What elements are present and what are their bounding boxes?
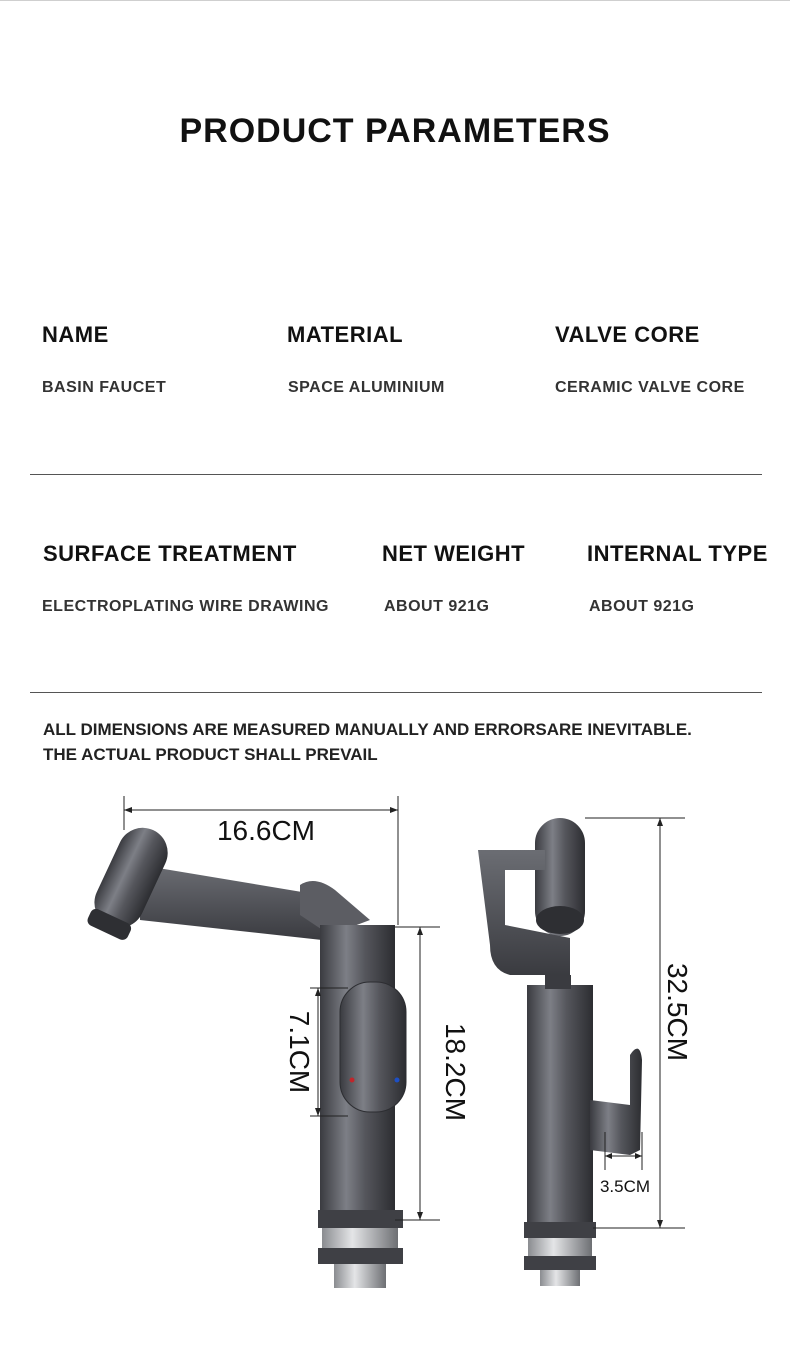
faucet-dimension-diagram bbox=[0, 770, 790, 1330]
param-value-surface-treatment: ELECTROPLATING WIRE DRAWING bbox=[42, 598, 329, 615]
param-value-valve-core: CERAMIC VALVE CORE bbox=[555, 379, 745, 396]
param-label-internal-type: INTERNAL TYPE bbox=[587, 541, 768, 566]
section-divider bbox=[30, 692, 762, 693]
dim-handle-offset: 3.5CM bbox=[599, 1177, 651, 1196]
dim-spout-length: 16.6CM bbox=[216, 815, 316, 846]
faucet-front-view bbox=[83, 820, 406, 1288]
param-label-material: MATERIAL bbox=[287, 322, 404, 347]
param-label-surface-treatment: SURFACE TREATMENT bbox=[43, 541, 297, 566]
dim-total-height: 32.5CM bbox=[662, 962, 693, 1062]
page-title: PRODUCT PARAMETERS bbox=[179, 112, 611, 150]
param-value-material: SPACE ALUMINIUM bbox=[288, 379, 445, 396]
faucet-side-view bbox=[478, 818, 642, 1286]
dim-body-height: 18.2CM bbox=[440, 1022, 471, 1122]
dim-handle-height: 7.1CM bbox=[284, 1010, 315, 1094]
param-label-name: NAME bbox=[42, 322, 109, 347]
disclaimer-line-2: THE ACTUAL PRODUCT SHALL PREVAIL bbox=[43, 745, 378, 764]
disclaimer-line-1: ALL DIMENSIONS ARE MEASURED MANUALLY AND ERRORSARE INEVITABLE. bbox=[43, 720, 692, 739]
param-value-net-weight: ABOUT 921G bbox=[384, 598, 490, 615]
top-divider bbox=[0, 0, 790, 1]
param-label-valve-core: VALVE CORE bbox=[555, 322, 700, 347]
param-label-net-weight: NET WEIGHT bbox=[382, 541, 526, 566]
section-divider bbox=[30, 474, 762, 475]
param-value-name: BASIN FAUCET bbox=[42, 379, 167, 396]
param-value-internal-type: ABOUT 921G bbox=[589, 598, 695, 615]
